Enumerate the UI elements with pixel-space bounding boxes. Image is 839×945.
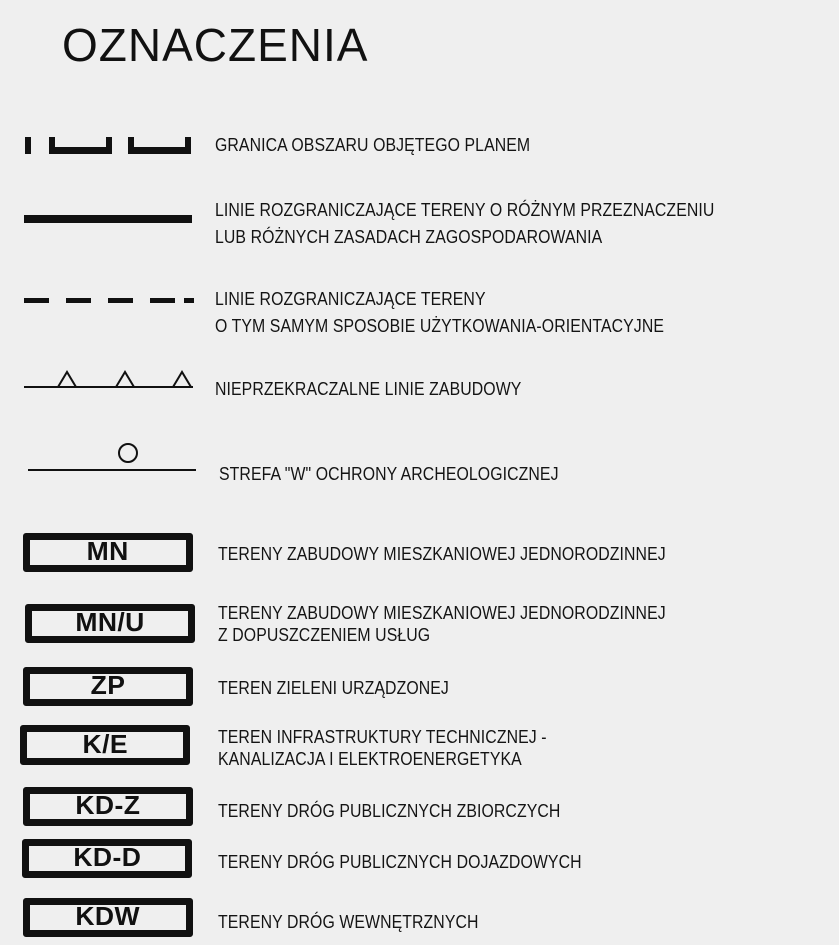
dashed-boundary-line-icon: [24, 295, 194, 307]
legend-line-label-solid: LINIE ROZGRANICZAJĄCE TERENY O RÓŻNYM PRZEZNACZENIU LUB RÓŻNYCH ZASADACH ZAGOSPODAROWANIA: [215, 200, 715, 247]
solid-boundary-line-icon: [24, 212, 194, 226]
zone-code-mn-u: MN/U: [25, 604, 195, 643]
zone-label-mn-u: TERENY ZABUDOWY MIESZKANIOWEJ JEDNORODZINNEJ Z DOPUSZCZENIEM USŁUG: [218, 603, 666, 645]
archaeology-circle-line-icon: [28, 437, 198, 473]
legend-line-label-dashed: LINIE ROZGRANICZAJĄCE TERENY O TYM SAMYM SPOSOBIE UŻYTKOWANIA-ORIENTACYJNE: [215, 289, 665, 336]
zone-label-mn: TERENY ZABUDOWY MIESZKANIOWEJ JEDNORODZINNEJ: [218, 544, 666, 564]
legend-line-label-boundary: GRANICA OBSZARU OBJĘTEGO PLANEM: [215, 135, 531, 155]
zone-code-ke: K/E: [20, 725, 190, 765]
zone-code-kd-d: KD-D: [22, 839, 192, 878]
zone-code-mn: MN: [23, 533, 193, 572]
legend-line-label-circle: STREFA "W" OCHRONY ARCHEOLOGICZNEJ: [219, 464, 559, 484]
plan-boundary-line-icon: [24, 136, 194, 158]
zone-label-zp: TEREN ZIELENI URZĄDZONEJ: [218, 678, 449, 698]
zone-label-ke: TEREN INFRASTRUKTURY TECHNICZNEJ - KANALIZACJA I ELEKTROENERGETYKA: [218, 727, 547, 769]
zone-label-kdw: TERENY DRÓG WEWNĘTRZNYCH: [218, 912, 479, 932]
legend-line-label-triangles: NIEPRZEKRACZALNE LINIE ZABUDOWY: [215, 379, 522, 399]
zone-code-zp: ZP: [23, 667, 193, 706]
building-line-triangle-icon: [24, 365, 194, 395]
zone-code-kd-z: KD-Z: [23, 787, 193, 826]
zone-code-kdw: KDW: [23, 898, 193, 937]
zone-label-kd-z: TERENY DRÓG PUBLICZNYCH ZBIORCZYCH: [218, 801, 561, 821]
zone-label-kd-d: TERENY DRÓG PUBLICZNYCH DOJAZDOWYCH: [218, 852, 582, 872]
legend-title: OZNACZENIA: [62, 19, 369, 71]
